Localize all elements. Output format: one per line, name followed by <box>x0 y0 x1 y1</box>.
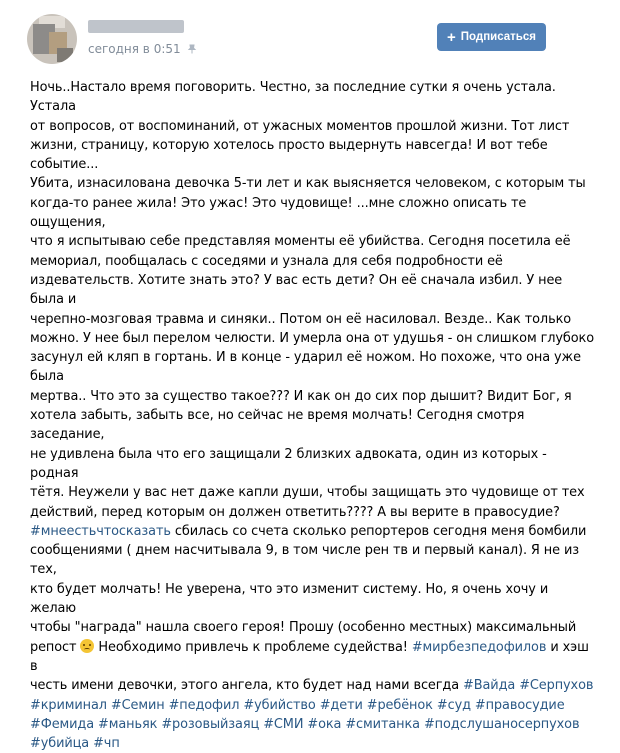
hashtag-link[interactable]: #маньяк <box>98 716 158 732</box>
hashtag-link[interactable]: #смитанка <box>345 716 420 732</box>
post-text-fragment: Необходимо привлечь к проблеме судейства! <box>94 639 412 655</box>
post-text-fragment: сбилась со счета сколько репортеров сегодня меня бомбили сообщениями ( днем насчитывала 9, в том числе рен тв и первый канал). Я не из тех, кто будет молчать! Не уверена, что это изменит систему. Но, я очень хочу и желаю чтобы "награда" нашла своего героя! Прошу (особенно местных) максимальный репост <box>30 523 587 655</box>
post-time[interactable]: сегодня в 0:51 <box>88 42 181 56</box>
post-text-fragment: Ночь..Настало время поговорить. Честно, за последние сутки я очень устала. Устала от вопросов, от воспоминаний, от ужасных моментов прошлой жизни. Тот лист жизни, страницу, которую хотелось просто выдернуть навсегда! И вот тебе событие... Убита, изнасилована девочка 5-ти лет и как выясняется человеком, с которым ты когда-то ранее жила! Это ужас! Это чудовище! ...мне сложно описать те ощущения, что я испытываю себе представляя моменты её убийства. Сегодня посетила её мемориал, пообщалась с соседями и узнала для себя подробности её издевательств. Хотите знать это? У вас есть дети? Он её сначала избил. У нее была и черепно-мозговая травма и синяки.. Потом он её насиловал. Везде.. Как только можно. У нее был перелом челюсти. И умерла она от удушья - он слишком глубоко засунул ей кляп в гортань. И в конце - ударил её ножом. Но похоже, что она уже была мертва.. Что это за существо такое??? И как он до сих пор дышит? Видит Бог, я хотела забыть, забыть все, но сейчас не время молчать! Сегодня смотря заседание, не удивлена была что его защищали 2 близких адвоката, один из которых - родная тётя. Неужели у вас нет даже капли души, чтобы защищать это чудовище от тех действий, перед которым он должен ответить???? А вы верите в правосудие? <box>30 80 595 520</box>
avatar-blur <box>57 48 73 62</box>
pin-icon <box>187 44 197 54</box>
hashtag-link[interactable]: #правосудие <box>474 697 565 713</box>
hashtag-link[interactable]: #мнеестьчтосказать <box>30 523 171 539</box>
hashtag-link[interactable]: #подслушаносерпухов <box>423 716 580 732</box>
hashtag-link[interactable]: #СМИ <box>263 716 304 732</box>
hashtag-link[interactable]: #мирбезпедофилов <box>411 639 547 655</box>
hashtag-link[interactable]: #Вайда <box>463 678 516 694</box>
hashtag-link[interactable]: #розовыйзаяц <box>161 716 260 732</box>
post-text-fragment: и хэш в честь имени девочки, этого ангела, кто будет над нами всегда <box>30 639 589 694</box>
hashtag-link[interactable]: #педофил <box>168 697 240 713</box>
hashtag-link[interactable]: #криминал <box>30 697 107 713</box>
subscribe-label: Подписаться <box>460 31 536 43</box>
hashtag-link[interactable]: #ребёнок <box>366 697 433 713</box>
hashtag-link[interactable]: #суд <box>436 697 471 713</box>
plus-icon: + <box>447 28 456 46</box>
hashtag-link[interactable]: #убийца <box>30 736 90 752</box>
hashtag-link[interactable]: #Семин <box>110 697 165 713</box>
avatar[interactable] <box>27 14 77 64</box>
author-name-blurred[interactable] <box>88 20 184 33</box>
hashtag-link[interactable]: #убийство <box>243 697 316 713</box>
hashtag-link[interactable]: #Серпухов <box>519 678 594 694</box>
hashtag-link[interactable]: #ока <box>307 716 342 732</box>
post-text <box>30 78 595 753</box>
hashtag-link[interactable]: #дети <box>319 697 363 713</box>
subscribe-button[interactable] <box>437 23 546 51</box>
sad-face-icon <box>80 639 94 653</box>
hashtag-link[interactable]: #Фемида <box>30 716 95 732</box>
hashtag-link[interactable]: #чп <box>93 736 120 752</box>
post-meta <box>88 42 197 56</box>
